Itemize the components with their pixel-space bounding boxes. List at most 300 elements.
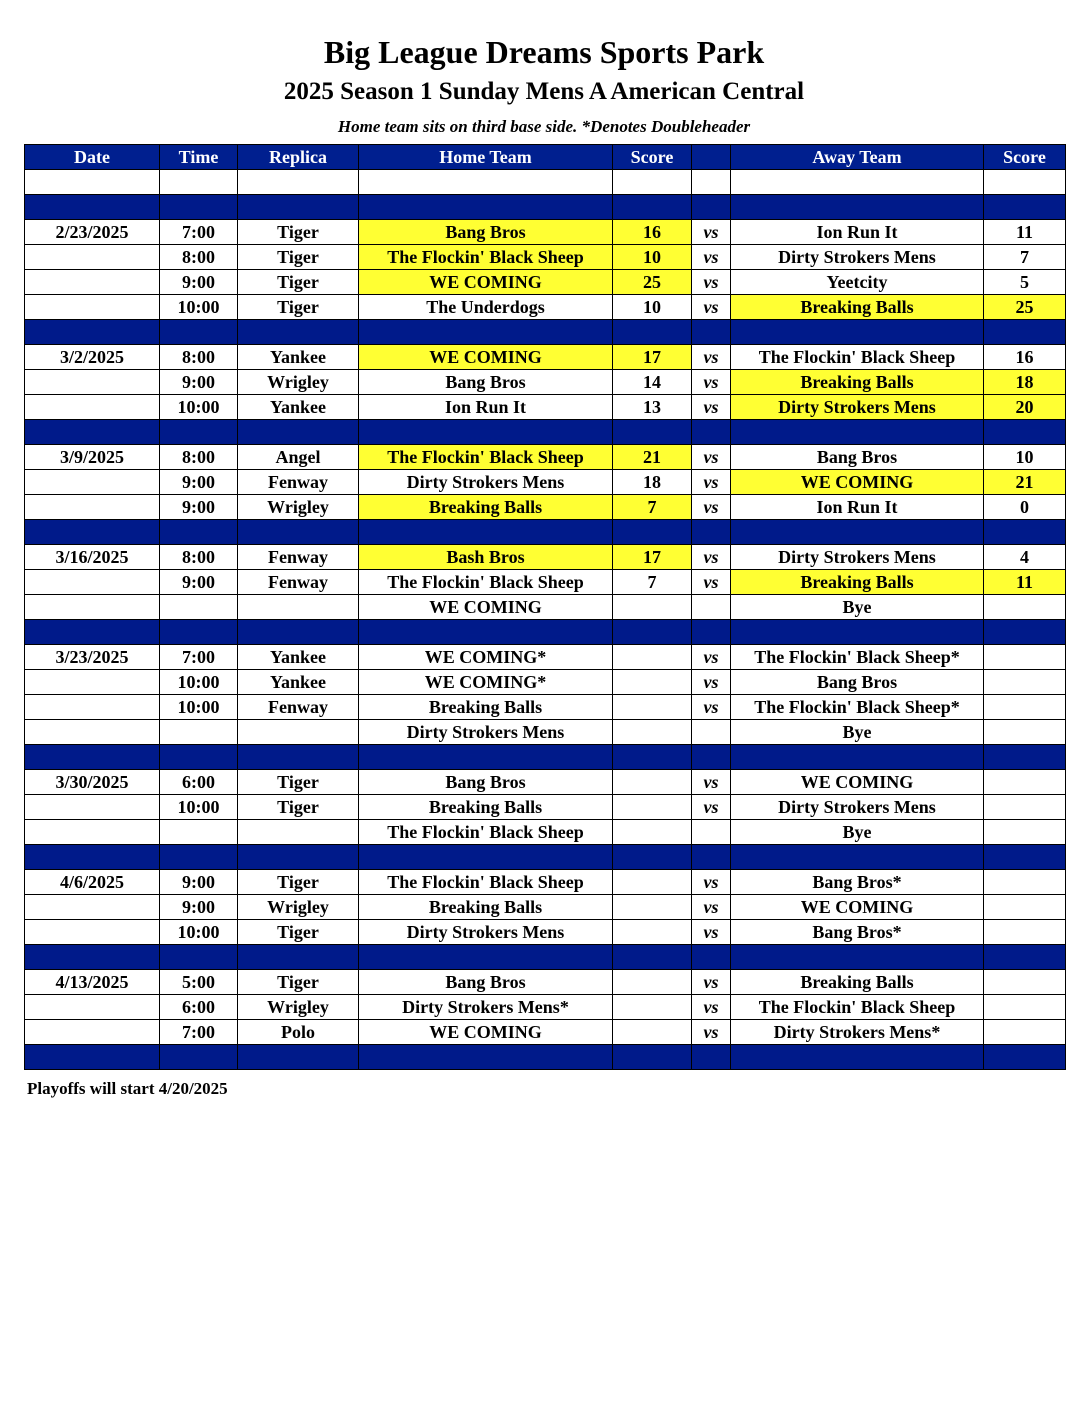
time-cell: 7:00 xyxy=(160,220,238,245)
home-score-cell: 25 xyxy=(613,270,692,295)
home-team-cell: The Flockin' Black Sheep xyxy=(359,245,613,270)
home-score-cell xyxy=(613,645,692,670)
vs-cell: vs xyxy=(692,770,731,795)
empty-cell xyxy=(613,320,692,345)
time-cell: 9:00 xyxy=(160,270,238,295)
home-score-cell xyxy=(613,720,692,745)
empty-cell xyxy=(160,170,238,195)
date-cell xyxy=(25,270,160,295)
away-score-cell xyxy=(984,795,1066,820)
empty-cell xyxy=(160,945,238,970)
home-score-cell: 7 xyxy=(613,570,692,595)
replica-cell xyxy=(238,595,359,620)
replica-cell: Wrigley xyxy=(238,495,359,520)
home-score-cell xyxy=(613,920,692,945)
empty-cell xyxy=(25,945,160,970)
empty-cell xyxy=(984,945,1066,970)
empty-cell xyxy=(613,620,692,645)
empty-cell xyxy=(359,170,613,195)
time-cell: 8:00 xyxy=(160,245,238,270)
empty-cell xyxy=(984,845,1066,870)
home-team-cell: Bang Bros xyxy=(359,770,613,795)
replica-cell: Yankee xyxy=(238,645,359,670)
away-score-cell: 20 xyxy=(984,395,1066,420)
time-cell: 7:00 xyxy=(160,645,238,670)
empty-cell xyxy=(731,170,984,195)
time-cell: 9:00 xyxy=(160,470,238,495)
date-cell xyxy=(25,470,160,495)
date-cell xyxy=(25,920,160,945)
away-team-cell: The Flockin' Black Sheep xyxy=(731,995,984,1020)
away-team-cell: The Flockin' Black Sheep* xyxy=(731,695,984,720)
away-team-cell: Dirty Strokers Mens xyxy=(731,795,984,820)
home-team-cell: Bang Bros xyxy=(359,970,613,995)
away-team-cell: Bang Bros* xyxy=(731,920,984,945)
vs-cell xyxy=(692,720,731,745)
time-cell: 6:00 xyxy=(160,770,238,795)
vs-cell xyxy=(692,820,731,845)
game-row xyxy=(25,670,1066,695)
replica-cell: Tiger xyxy=(238,220,359,245)
replica-cell: Fenway xyxy=(238,470,359,495)
replica-cell: Wrigley xyxy=(238,895,359,920)
vs-cell: vs xyxy=(692,445,731,470)
game-row xyxy=(25,645,1066,670)
away-score-cell xyxy=(984,870,1066,895)
home-team-cell: WE COMING xyxy=(359,270,613,295)
away-team-cell: WE COMING xyxy=(731,470,984,495)
column-header-away-team: Away Team xyxy=(731,145,984,170)
home-score-cell: 13 xyxy=(613,395,692,420)
empty-cell xyxy=(984,745,1066,770)
game-row xyxy=(25,970,1066,995)
empty-cell xyxy=(613,945,692,970)
empty-cell xyxy=(731,620,984,645)
empty-cell xyxy=(613,845,692,870)
empty-cell xyxy=(25,420,160,445)
divider-row xyxy=(25,620,1066,645)
empty-cell xyxy=(238,170,359,195)
empty-cell xyxy=(692,170,731,195)
replica-cell: Yankee xyxy=(238,670,359,695)
divider-row xyxy=(25,520,1066,545)
away-team-cell: Bang Bros xyxy=(731,445,984,470)
empty-cell xyxy=(238,620,359,645)
empty-cell xyxy=(238,320,359,345)
home-score-cell: 17 xyxy=(613,545,692,570)
home-score-cell xyxy=(613,895,692,920)
date-cell: 3/23/2025 xyxy=(25,645,160,670)
empty-cell xyxy=(692,320,731,345)
game-row xyxy=(25,1020,1066,1045)
empty-cell xyxy=(731,320,984,345)
replica-cell: Fenway xyxy=(238,570,359,595)
date-cell: 2/23/2025 xyxy=(25,220,160,245)
replica-cell: Yankee xyxy=(238,395,359,420)
empty-cell xyxy=(238,745,359,770)
empty-cell xyxy=(25,745,160,770)
replica-cell: Wrigley xyxy=(238,995,359,1020)
vs-cell: vs xyxy=(692,1020,731,1045)
time-cell: 9:00 xyxy=(160,870,238,895)
divider-row xyxy=(25,845,1066,870)
home-team-cell: Breaking Balls xyxy=(359,695,613,720)
vs-cell: vs xyxy=(692,995,731,1020)
away-team-cell: Bye xyxy=(731,820,984,845)
empty-cell xyxy=(613,1045,692,1070)
home-team-cell: WE COMING xyxy=(359,595,613,620)
home-score-cell xyxy=(613,1020,692,1045)
time-cell xyxy=(160,720,238,745)
replica-cell: Tiger xyxy=(238,795,359,820)
date-cell: 4/6/2025 xyxy=(25,870,160,895)
schedule-body xyxy=(25,170,1066,1070)
game-row xyxy=(25,245,1066,270)
time-cell: 8:00 xyxy=(160,545,238,570)
schedule-table xyxy=(24,144,1066,1070)
away-team-cell: Dirty Strokers Mens xyxy=(731,545,984,570)
date-cell xyxy=(25,245,160,270)
replica-cell: Polo xyxy=(238,1020,359,1045)
vs-cell: vs xyxy=(692,870,731,895)
empty-cell xyxy=(613,420,692,445)
date-cell xyxy=(25,495,160,520)
empty-cell xyxy=(238,1045,359,1070)
column-header-time: Time xyxy=(160,145,238,170)
divider-row xyxy=(25,320,1066,345)
empty-cell xyxy=(238,520,359,545)
empty-cell xyxy=(359,745,613,770)
date-cell: 3/2/2025 xyxy=(25,345,160,370)
away-team-cell: WE COMING xyxy=(731,895,984,920)
vs-cell: vs xyxy=(692,795,731,820)
date-cell xyxy=(25,370,160,395)
empty-cell xyxy=(25,620,160,645)
game-row xyxy=(25,695,1066,720)
time-cell: 5:00 xyxy=(160,970,238,995)
home-team-cell: WE COMING* xyxy=(359,645,613,670)
vs-cell: vs xyxy=(692,295,731,320)
date-cell xyxy=(25,570,160,595)
away-score-cell: 10 xyxy=(984,445,1066,470)
away-team-cell: Dirty Strokers Mens xyxy=(731,395,984,420)
home-team-cell: The Flockin' Black Sheep xyxy=(359,445,613,470)
vs-cell: vs xyxy=(692,470,731,495)
vs-cell xyxy=(692,595,731,620)
home-score-cell xyxy=(613,770,692,795)
divider-row xyxy=(25,195,1066,220)
empty-cell xyxy=(359,1045,613,1070)
game-row xyxy=(25,445,1066,470)
empty-cell xyxy=(613,195,692,220)
empty-cell xyxy=(160,420,238,445)
away-score-cell: 11 xyxy=(984,570,1066,595)
away-team-cell: Dirty Strokers Mens xyxy=(731,245,984,270)
away-team-cell: Ion Run It xyxy=(731,495,984,520)
game-row xyxy=(25,395,1066,420)
date-cell xyxy=(25,795,160,820)
empty-cell xyxy=(359,320,613,345)
vs-cell: vs xyxy=(692,370,731,395)
empty-cell xyxy=(25,1045,160,1070)
away-score-cell: 25 xyxy=(984,295,1066,320)
away-team-cell: Yeetcity xyxy=(731,270,984,295)
column-header-vs xyxy=(692,145,731,170)
replica-cell: Tiger xyxy=(238,870,359,895)
home-score-cell xyxy=(613,995,692,1020)
home-team-cell: WE COMING xyxy=(359,345,613,370)
empty-cell xyxy=(238,195,359,220)
date-cell xyxy=(25,1020,160,1045)
away-score-cell xyxy=(984,995,1066,1020)
game-row xyxy=(25,720,1066,745)
home-team-cell: Breaking Balls xyxy=(359,495,613,520)
away-score-cell: 7 xyxy=(984,245,1066,270)
home-team-cell: The Underdogs xyxy=(359,295,613,320)
empty-cell xyxy=(984,1045,1066,1070)
date-cell xyxy=(25,995,160,1020)
date-cell xyxy=(25,720,160,745)
game-row xyxy=(25,345,1066,370)
date-cell: 3/30/2025 xyxy=(25,770,160,795)
home-score-cell: 7 xyxy=(613,495,692,520)
date-cell xyxy=(25,295,160,320)
empty-cell xyxy=(160,520,238,545)
replica-cell: Yankee xyxy=(238,345,359,370)
replica-cell: Tiger xyxy=(238,770,359,795)
empty-cell xyxy=(731,1045,984,1070)
vs-cell: vs xyxy=(692,395,731,420)
empty-cell xyxy=(692,945,731,970)
away-score-cell xyxy=(984,895,1066,920)
home-score-cell: 17 xyxy=(613,345,692,370)
away-score-cell xyxy=(984,920,1066,945)
away-score-cell: 16 xyxy=(984,345,1066,370)
home-team-cell: Dirty Strokers Mens xyxy=(359,720,613,745)
away-score-cell: 4 xyxy=(984,545,1066,570)
away-team-cell: Breaking Balls xyxy=(731,295,984,320)
away-team-cell: Bang Bros* xyxy=(731,870,984,895)
away-team-cell: Dirty Strokers Mens* xyxy=(731,1020,984,1045)
vs-cell: vs xyxy=(692,495,731,520)
empty-cell xyxy=(692,845,731,870)
home-team-cell: WE COMING* xyxy=(359,670,613,695)
game-row xyxy=(25,470,1066,495)
empty-cell xyxy=(160,620,238,645)
game-row xyxy=(25,270,1066,295)
time-cell: 10:00 xyxy=(160,920,238,945)
empty-cell xyxy=(731,520,984,545)
empty-cell xyxy=(238,945,359,970)
away-score-cell xyxy=(984,820,1066,845)
home-team-cell: The Flockin' Black Sheep xyxy=(359,870,613,895)
away-team-cell: Bye xyxy=(731,595,984,620)
time-cell: 9:00 xyxy=(160,570,238,595)
home-score-cell xyxy=(613,595,692,620)
empty-cell xyxy=(984,620,1066,645)
empty-cell xyxy=(692,620,731,645)
date-cell xyxy=(25,895,160,920)
game-row xyxy=(25,545,1066,570)
home-score-cell: 16 xyxy=(613,220,692,245)
away-score-cell: 21 xyxy=(984,470,1066,495)
replica-cell: Fenway xyxy=(238,545,359,570)
away-score-cell xyxy=(984,1020,1066,1045)
empty-cell xyxy=(25,170,160,195)
home-team-cell: The Flockin' Black Sheep xyxy=(359,570,613,595)
empty-cell xyxy=(692,520,731,545)
empty-cell xyxy=(731,845,984,870)
date-cell xyxy=(25,695,160,720)
empty-cell xyxy=(692,745,731,770)
empty-cell xyxy=(25,320,160,345)
column-header-away-score: Score xyxy=(984,145,1066,170)
away-team-cell: Breaking Balls xyxy=(731,370,984,395)
home-team-cell: Ion Run It xyxy=(359,395,613,420)
time-cell: 8:00 xyxy=(160,345,238,370)
home-score-cell xyxy=(613,970,692,995)
empty-cell xyxy=(160,745,238,770)
away-score-cell xyxy=(984,695,1066,720)
vs-cell: vs xyxy=(692,220,731,245)
away-team-cell: WE COMING xyxy=(731,770,984,795)
home-score-cell: 14 xyxy=(613,370,692,395)
time-cell: 7:00 xyxy=(160,1020,238,1045)
game-row xyxy=(25,595,1066,620)
home-score-cell: 10 xyxy=(613,245,692,270)
column-header-home-team: Home Team xyxy=(359,145,613,170)
game-row xyxy=(25,870,1066,895)
replica-cell: Wrigley xyxy=(238,370,359,395)
home-team-cell: Bang Bros xyxy=(359,370,613,395)
vs-cell: vs xyxy=(692,245,731,270)
game-row xyxy=(25,370,1066,395)
game-row xyxy=(25,295,1066,320)
away-score-cell: 5 xyxy=(984,270,1066,295)
time-cell: 9:00 xyxy=(160,895,238,920)
page-title: Big League Dreams Sports Park xyxy=(323,34,765,70)
time-cell: 10:00 xyxy=(160,795,238,820)
home-team-cell: Bang Bros xyxy=(359,220,613,245)
away-score-cell: 11 xyxy=(984,220,1066,245)
divider-row xyxy=(25,1045,1066,1070)
game-row xyxy=(25,895,1066,920)
time-cell xyxy=(160,595,238,620)
home-team-cell: Breaking Balls xyxy=(359,795,613,820)
empty-cell xyxy=(160,320,238,345)
game-row xyxy=(25,770,1066,795)
time-cell: 9:00 xyxy=(160,495,238,520)
vs-cell: vs xyxy=(692,695,731,720)
away-team-cell: The Flockin' Black Sheep* xyxy=(731,645,984,670)
away-team-cell: Breaking Balls xyxy=(731,570,984,595)
away-score-cell xyxy=(984,970,1066,995)
home-score-cell xyxy=(613,795,692,820)
time-cell: 10:00 xyxy=(160,695,238,720)
home-team-cell: Dirty Strokers Mens xyxy=(359,470,613,495)
empty-cell xyxy=(160,1045,238,1070)
playoffs-note: Playoffs will start 4/20/2025 xyxy=(27,1079,228,1098)
divider-row xyxy=(25,420,1066,445)
empty-cell xyxy=(160,845,238,870)
vs-cell: vs xyxy=(692,570,731,595)
time-cell: 9:00 xyxy=(160,370,238,395)
empty-cell xyxy=(984,420,1066,445)
vs-cell: vs xyxy=(692,670,731,695)
date-cell: 4/13/2025 xyxy=(25,970,160,995)
empty-cell xyxy=(613,520,692,545)
replica-cell: Tiger xyxy=(238,270,359,295)
empty-cell xyxy=(984,170,1066,195)
empty-cell xyxy=(692,1045,731,1070)
empty-cell xyxy=(359,845,613,870)
away-score-cell xyxy=(984,595,1066,620)
home-team-cell: Dirty Strokers Mens* xyxy=(359,995,613,1020)
game-row xyxy=(25,220,1066,245)
game-row xyxy=(25,995,1066,1020)
date-cell: 3/9/2025 xyxy=(25,445,160,470)
vs-cell: vs xyxy=(692,345,731,370)
time-cell: 8:00 xyxy=(160,445,238,470)
empty-cell xyxy=(731,945,984,970)
home-team-cell: The Flockin' Black Sheep xyxy=(359,820,613,845)
away-score-cell: 0 xyxy=(984,495,1066,520)
replica-cell: Angel xyxy=(238,445,359,470)
empty-cell xyxy=(359,620,613,645)
time-cell: 10:00 xyxy=(160,295,238,320)
empty-cell xyxy=(731,745,984,770)
empty-cell xyxy=(731,195,984,220)
empty-cell xyxy=(359,195,613,220)
empty-cell xyxy=(160,195,238,220)
away-score-cell xyxy=(984,720,1066,745)
home-team-cell: WE COMING xyxy=(359,1020,613,1045)
away-score-cell xyxy=(984,670,1066,695)
date-cell xyxy=(25,820,160,845)
away-team-cell: Ion Run It xyxy=(731,220,984,245)
date-cell: 3/16/2025 xyxy=(25,545,160,570)
empty-cell xyxy=(613,170,692,195)
home-score-cell: 18 xyxy=(613,470,692,495)
empty-cell xyxy=(984,320,1066,345)
empty-cell xyxy=(359,945,613,970)
column-header-home-score: Score xyxy=(613,145,692,170)
empty-cell xyxy=(238,845,359,870)
away-score-cell xyxy=(984,770,1066,795)
league-subtitle: 2025 Season 1 Sunday Mens A American Central xyxy=(283,78,805,105)
replica-cell xyxy=(238,720,359,745)
blank-row xyxy=(25,170,1066,195)
home-score-cell: 21 xyxy=(613,445,692,470)
home-score-cell xyxy=(613,820,692,845)
home-score-cell xyxy=(613,870,692,895)
empty-cell xyxy=(731,420,984,445)
home-team-cell: Bash Bros xyxy=(359,545,613,570)
away-score-cell xyxy=(984,645,1066,670)
empty-cell xyxy=(25,195,160,220)
empty-cell xyxy=(359,420,613,445)
home-team-cell: Dirty Strokers Mens xyxy=(359,920,613,945)
empty-cell xyxy=(984,195,1066,220)
replica-cell: Tiger xyxy=(238,245,359,270)
date-cell xyxy=(25,595,160,620)
replica-cell xyxy=(238,820,359,845)
date-cell xyxy=(25,670,160,695)
home-score-cell xyxy=(613,695,692,720)
vs-cell: vs xyxy=(692,920,731,945)
replica-cell: Tiger xyxy=(238,970,359,995)
empty-cell xyxy=(25,845,160,870)
